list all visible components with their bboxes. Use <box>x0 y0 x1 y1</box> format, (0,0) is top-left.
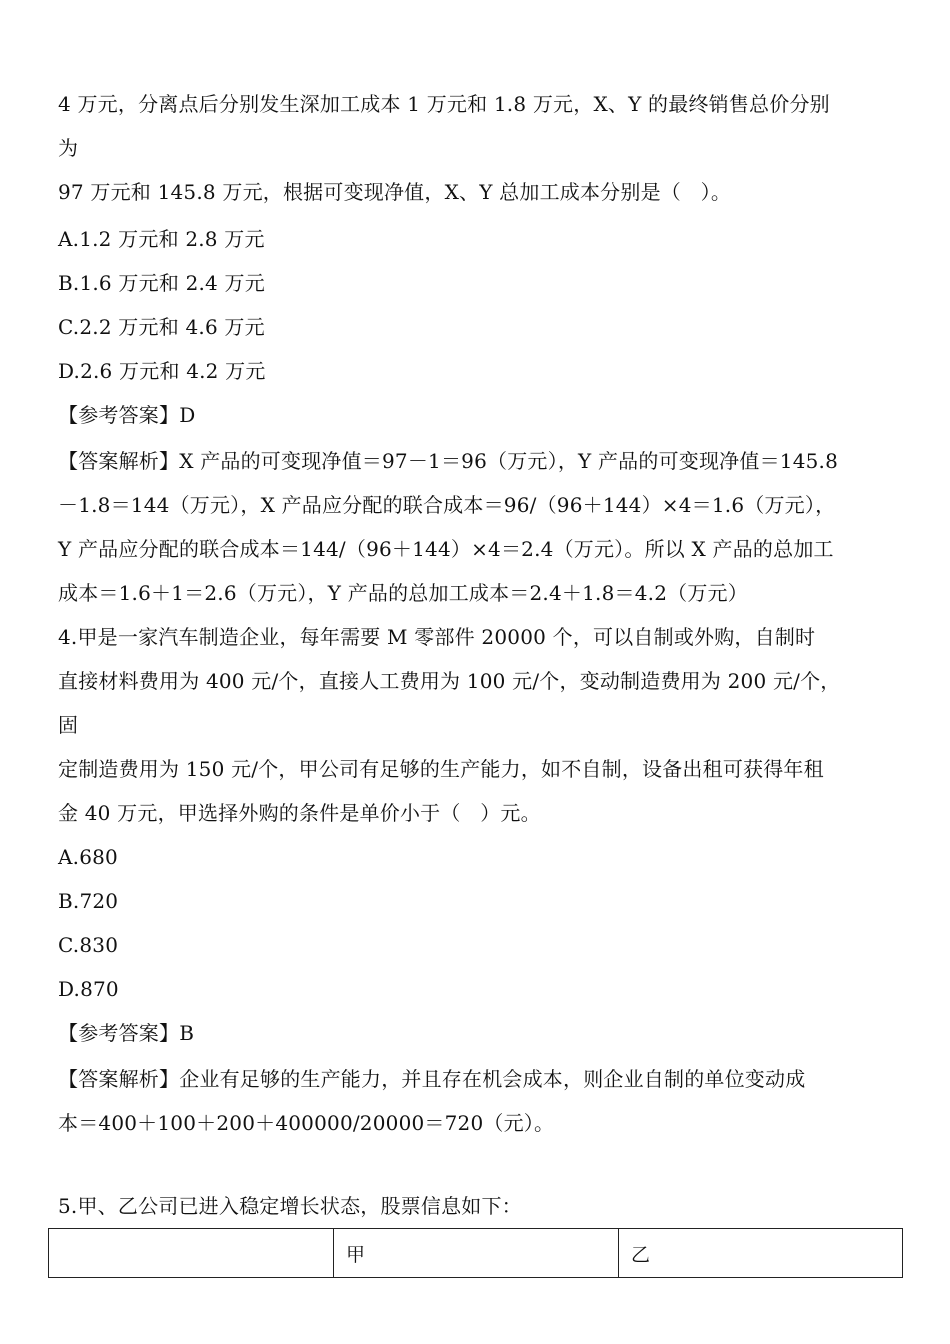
q4-analysis-line-2: 本＝400＋100＋200＋400000/20000＝720（元）。 <box>58 1111 555 1135</box>
q3-option-c: C.2.2 万元和 4.6 万元 <box>58 315 265 339</box>
q3-option-b: B.1.6 万元和 2.4 万元 <box>58 271 265 295</box>
q3-answer: 【参考答案】D <box>58 403 196 427</box>
q4-stem-line-4: 定制造费用为 150 元/个，甲公司有足够的生产能力，如不自制，设备出租可获得年租 <box>58 757 824 781</box>
q3-stem-line-2: 为 <box>58 136 79 160</box>
q4-analysis-line-1: 【答案解析】企业有足够的生产能力，并且存在机会成本，则企业自制的单位变动成 <box>58 1067 806 1091</box>
q3-analysis-line-4: 成本＝1.6＋1＝2.6（万元），Y 产品的总加工成本＝2.4＋1.8＝4.2（万元） <box>58 581 748 605</box>
table-header-cell-jia: 甲 <box>334 1229 619 1278</box>
q4-stem-line-3: 固 <box>58 713 79 737</box>
table-header-row <box>49 1229 903 1278</box>
q3-analysis-line-3: Y 产品应分配的联合成本＝144/（96＋144）×4＝2.4（万元）。所以 X 产品的总加工 <box>58 537 834 561</box>
q3-stem-line-1: 4 万元，分离点后分别发生深加工成本 1 万元和 1.8 万元，X、Y 的最终销售总价分别 <box>58 92 830 116</box>
q3-analysis-line-1: 【答案解析】X 产品的可变现净值＝97－1＝96（万元），Y 产品的可变现净值＝145.8 <box>58 449 839 473</box>
stock-info-table <box>48 1228 903 1278</box>
q5-stem: 5.甲、乙公司已进入稳定增长状态，股票信息如下： <box>58 1194 522 1218</box>
q4-stem-line-1: 4.甲是一家汽车制造企业，每年需要 M 零部件 20000 个，可以自制或外购，自制时 <box>58 625 816 649</box>
q3-stem-line-3: 97 万元和 145.8 万元，根据可变现净值，X、Y 总加工成本分别是（ ）。 <box>58 180 732 204</box>
q4-answer: 【参考答案】B <box>58 1021 195 1045</box>
q4-option-b: B.720 <box>58 889 119 913</box>
q4-stem-line-2: 直接材料费用为 400 元/个，直接人工费用为 100 元/个，变动制造费用为 200 元/个， <box>58 669 841 693</box>
q4-option-a: A.680 <box>58 845 118 869</box>
q4-option-c: C.830 <box>58 933 119 957</box>
q3-option-d: D.2.6 万元和 4.2 万元 <box>58 359 266 383</box>
table-header-cell-blank <box>49 1229 334 1278</box>
q4-stem-line-5: 金 40 万元，甲选择外购的条件是单价小于（ ）元。 <box>58 801 541 825</box>
q3-analysis-line-2: －1.8＝144（万元），X 产品应分配的联合成本＝96/（96＋144）×4＝1.6（万元）， <box>58 493 836 517</box>
q4-option-d: D.870 <box>58 977 119 1001</box>
table-header-cell-yi: 乙 <box>619 1229 903 1278</box>
q3-option-a: A.1.2 万元和 2.8 万元 <box>58 227 265 251</box>
